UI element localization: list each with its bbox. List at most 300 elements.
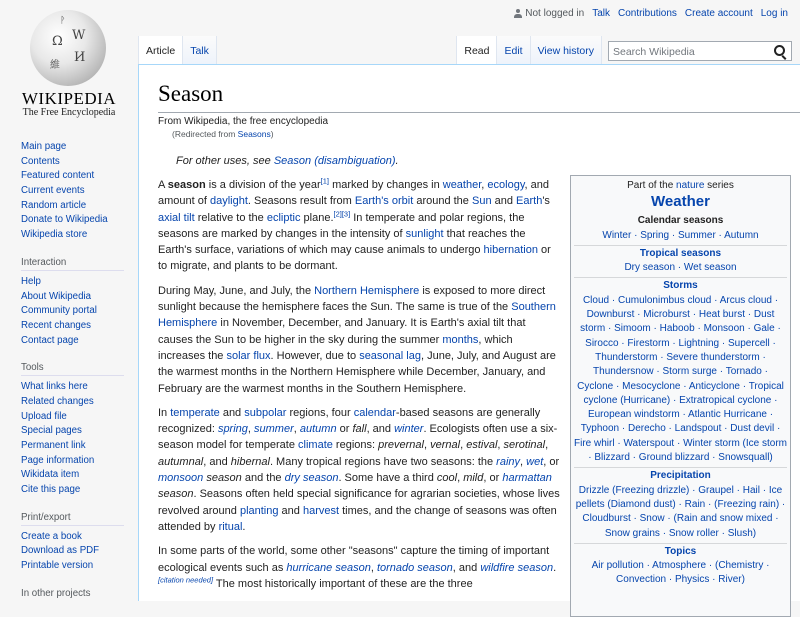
article-content [138,64,800,601]
sidebar-item-random-article[interactable]: Random article [21,199,87,211]
infobox-item[interactable]: Cyclone [577,380,614,392]
separator-dot: · [705,498,715,510]
separator-dot: · [665,423,675,435]
infobox-item[interactable]: Convection [616,574,667,586]
infobox-item[interactable]: Downburst [586,309,635,321]
text-run: , [457,472,464,485]
text-run: , June, July, and August are the warmest months in the Northern Hemisphere while December, January, and February are the warmest months in the Southern Hemisphere. [158,349,556,395]
infobox-item[interactable]: (Freezing rain) [714,498,780,510]
sidebar-item-related-changes[interactable]: Related changes [21,395,94,407]
sidebar-navigation [21,140,135,243]
article-link[interactable]: climate [298,439,333,452]
text-run: . Seasons often held special significance for agrarian societies, whose lives revolved around [158,488,560,517]
infobox-item[interactable]: Tornado [725,366,762,378]
infobox-item[interactable]: Firestorm [627,337,670,349]
separator-dot: · [763,560,770,572]
text-run: is a division of the year [205,179,321,191]
infobox-item[interactable]: (Chemistry [714,560,764,572]
user-icon [514,9,522,18]
infobox-item[interactable]: Winter [602,229,632,241]
infobox-item[interactable]: (Rain and snow mixed [673,513,773,525]
sidebar-projects [21,587,135,601]
separator-dot: · [766,409,774,421]
infobox-section [574,543,787,590]
infobox-section-heading[interactable]: Tropical seasons [639,247,722,259]
separator-dot: · [670,394,680,406]
text-run: mild [463,472,484,485]
sidebar-item-contact-page[interactable]: Contact page [21,334,79,346]
separator-dot: · [779,498,786,510]
infobox-item[interactable]: Drizzle (Freezing drizzle) [578,484,690,496]
infobox-item[interactable]: River) [718,574,745,586]
text-run: or [336,423,353,436]
text-run: -based seasons are generally recognized: [158,406,541,436]
article-link[interactable]: wildfire season [480,561,554,574]
sidebar-item-contents[interactable]: Contents [21,155,60,167]
sidebar-heading-projects: In other projects [21,587,91,599]
infobox-item[interactable]: Snowsquall) [718,452,773,464]
infobox-item[interactable]: Wet season [683,262,737,274]
separator-dot: · [643,560,653,572]
text-run: , [247,423,255,436]
infobox-section-heading[interactable]: Precipitation [650,470,711,482]
login-status [514,8,584,19]
sidebar-item-wikidata-item[interactable]: Wikidata item [21,469,80,481]
infobox-item[interactable]: Summer [677,229,716,241]
infobox-item[interactable]: Atmosphere [652,560,707,572]
text-run: fall [352,423,367,436]
article-link[interactable]: Northern Hemisphere [314,284,420,297]
sidebar-item-page-information[interactable]: Page information [21,454,95,466]
search-box[interactable] [608,41,792,61]
article-link[interactable]: harmattan [502,472,552,485]
infobox-item[interactable]: Autumn [724,229,759,241]
infobox-section-heading[interactable]: Storms [663,280,698,292]
text-run: , or [483,472,503,485]
article-link[interactable]: calendar [353,406,396,419]
infobox-item[interactable]: Landspout [674,423,722,435]
infobox-title[interactable]: Weather [651,193,710,211]
sidebar-item-cite-this-page[interactable]: Cite this page [21,484,81,496]
separator-dot: · [772,513,779,525]
create-account-link[interactable]: Create account [684,8,753,19]
separator-dot: · [634,309,644,321]
article-link[interactable]: subpolar [244,406,287,419]
citation-link[interactable]: [1] [320,176,330,186]
series-prefix: Part of the [627,180,677,191]
article-link[interactable]: spring [217,423,248,436]
tab-read[interactable]: Read [456,36,496,64]
infobox-item[interactable]: Gale [753,323,775,335]
text-run: times, and the change of seasons was often attended by [158,504,557,533]
article-link[interactable]: Sun [471,195,492,208]
separator-dot: · [609,294,618,306]
separator-dot: · [675,262,684,274]
article-link[interactable]: rainy [496,455,521,468]
weather-infobox [570,175,791,617]
infobox-item[interactable]: Slush) [727,527,757,539]
text-run: , and [203,455,231,468]
infobox-item[interactable]: Rain [684,498,706,510]
sidebar-item-donate-to-wikipedia[interactable]: Donate to Wikipedia [21,214,108,226]
separator-dot: · [689,309,699,321]
separator-dot: · [744,309,754,321]
text-run: . Some have a third [338,472,437,485]
text-run: . However, due to [270,349,360,362]
separator-dot: · [715,229,725,241]
separator-dot: · [761,366,768,378]
infobox-item[interactable]: Ice pellets (Diamond dust) [575,484,783,510]
log-in-link[interactable]: Log in [760,8,788,19]
separator-dot: · [669,229,678,241]
text-run: . Many tropical regions have two seasons: the [269,455,497,468]
sidebar-item-create-a-book[interactable]: Create a book [21,530,82,542]
article-link[interactable]: solar flux [226,349,271,362]
talk-link[interactable]: Talk [592,8,610,19]
separator-dot: · [664,513,674,525]
separator-dot: · [653,366,663,378]
separator-dot: · [630,513,640,525]
text-run: , or [543,455,560,468]
article-body [158,177,560,600]
superscript [158,575,213,584]
text-run: , [497,439,504,452]
infobox-item[interactable]: Extratropical cyclone [679,394,772,406]
article-link[interactable]: weather [442,179,482,191]
infobox-item[interactable]: Snow grains [604,527,660,539]
hatnote [176,155,399,167]
text-run: , [545,439,549,452]
text-run: estival [466,439,498,452]
infobox-section [574,213,787,245]
sidebar [0,140,135,605]
page-title: Season [158,81,224,106]
text-run: autumnal [158,455,204,468]
infobox-item[interactable]: Graupel [698,484,734,496]
infobox-item-list [574,484,787,541]
article-link[interactable]: hibernation [483,244,538,257]
infobox-item[interactable]: Storm surge [662,366,717,378]
sidebar-item-about-wikipedia[interactable]: About Wikipedia [21,290,92,302]
paragraph [158,405,560,535]
separator-dot: · [759,351,766,363]
sidebar-print [21,511,135,574]
separator-dot: · [631,229,641,241]
sidebar-item-main-page[interactable]: Main page [21,141,67,152]
sidebar-heading-print: Print/export [21,511,124,526]
article-link[interactable]: wet [526,455,544,468]
separator-dot: · [674,437,684,449]
article-link[interactable]: hurricane season [286,561,371,574]
citation-link[interactable]: [2][3] [333,208,351,218]
infobox-item[interactable]: Cloudburst [582,513,631,525]
separator-dot: · [613,380,623,392]
site-sub: From Wikipedia, the free encyclopedia [158,116,329,127]
contributions-link[interactable]: Contributions [618,8,677,19]
infobox-series-note [574,179,787,193]
separator-dot: · [744,323,754,335]
sidebar-heading-interaction: Interaction [21,256,124,271]
article-link[interactable]: seasonal lag [359,349,421,362]
text-run: , [520,455,527,468]
infobox-header [574,176,787,213]
text-run: season [203,472,242,485]
superscript [334,209,351,218]
logo-tagline: The Free Encyclopedia [22,107,116,118]
text-run: hibernal [230,455,270,468]
text-run: that reaches the Earth's surface, variations of which may cause animals to undergo [158,227,526,257]
logo-wordmark: WIKIPEDIA [21,89,117,108]
infobox-item[interactable]: Dust devil [730,423,775,435]
text-run: around the [413,195,472,208]
sidebar-tools [21,361,135,498]
infobox-item-list [574,559,787,588]
infobox-item[interactable]: Heat burst [698,309,745,321]
text-run: prevernal [378,439,424,452]
infobox-item[interactable]: Winter storm (Ice storm [683,437,788,449]
separator-dot: · [774,323,781,335]
separator-dot: · [709,452,719,464]
infobox-item[interactable]: Blizzard [594,452,630,464]
paragraph [158,543,560,592]
sidebar-item-download-as-pdf[interactable]: Download as PDF [21,545,100,557]
text-run: , and amount of [158,179,549,208]
infobox-item[interactable]: Microburst [643,309,690,321]
article-link[interactable]: planting [239,504,279,517]
text-run: In temperate and polar regions, the seasons are marked by changes in the intensity of [158,211,525,240]
infobox-item[interactable]: Haboob [659,323,695,335]
separator-dot: · [694,323,704,335]
separator-dot: · [679,409,689,421]
infobox-item[interactable]: Spring [640,229,670,241]
redirect-note [172,129,274,139]
text-run: , which increases the [158,333,513,362]
separator-dot: · [666,574,675,586]
article-link[interactable]: Earth's orbit [354,195,414,208]
superscript [321,176,329,185]
separator-dot: · [618,337,628,349]
infobox-item[interactable]: Severe thunderstorm [666,351,760,363]
disambiguation-link[interactable]: Season (disambiguation) [273,155,396,167]
text-run: season [158,488,194,501]
sidebar-item-upload-file[interactable]: Upload file [21,410,67,422]
text-run: vernal [430,439,461,452]
text-run: 's [542,195,550,208]
text-run: and [491,195,517,208]
separator-dot: · [716,366,726,378]
sidebar-item-help[interactable]: Help [21,275,41,287]
article-link[interactable]: months [442,333,479,346]
tab-edit[interactable]: Edit [496,36,529,64]
infobox-item[interactable]: Waterspout [623,437,675,449]
article-link[interactable]: autumn [299,423,337,436]
sidebar-item-recent-changes[interactable]: Recent changes [21,319,92,331]
text-run: A [158,179,168,191]
text-run: , [481,179,488,191]
infobox-item[interactable]: Snow [639,513,665,525]
infobox-item[interactable]: Anticyclone [688,380,740,392]
infobox-item[interactable]: Typhoon [580,423,620,435]
separator-dot: · [709,574,719,586]
separator-dot: · [769,337,776,349]
redirect-suffix: ) [270,129,274,139]
infobox-item[interactable]: Dry season [624,262,676,274]
infobox-item[interactable]: Derecho [627,423,666,435]
text-run: and [219,406,245,419]
text-run: In some parts of the world, some other "seasons" capture the timing of important ecological events such as [158,545,550,574]
infobox-item-list [574,229,787,243]
separator-dot: · [719,337,729,349]
text-run: , and [366,423,395,436]
infobox-item[interactable]: Thunderstorm [595,351,658,363]
separator-dot: · [669,337,679,349]
citation-link[interactable]: [citation needed] [158,575,214,585]
infobox-item[interactable]: Physics [674,574,710,586]
text-run: . Seasons result from [247,195,355,208]
separator-dot: · [588,452,595,464]
text-run: The most historically important of these are the three [213,577,473,590]
separator-dot: · [650,323,660,335]
text-run: . [242,520,246,533]
article-link[interactable]: winter [394,423,424,436]
sidebar-item-printable-version[interactable]: Printable version [21,560,94,572]
text-run: plane. [300,211,334,224]
article-link[interactable]: monsoon [158,472,204,485]
infobox-section [574,245,787,278]
sidebar-item-permanent-link[interactable]: Permanent link [21,440,86,451]
separator-dot: · [657,351,667,363]
redirect-link[interactable]: Seasons [237,129,271,139]
infobox-item[interactable]: Mesocyclone [622,380,681,392]
infobox-item[interactable]: Air pollution [591,560,644,572]
text-run: relative to the [194,211,267,224]
sidebar-heading-tools: Tools [21,361,124,376]
separator-dot: · [614,437,624,449]
infobox-section [574,467,787,542]
wikipedia-logo[interactable] [0,0,138,128]
article-link[interactable]: tornado season [376,561,453,574]
infobox-item[interactable]: Tropical cyclone (Hurricane) [583,380,784,406]
infobox-item[interactable]: Snow roller [668,527,719,539]
separator-dot: · [680,380,689,392]
text-run: regions, four [286,406,354,419]
infobox-item[interactable]: Sirocco [585,337,619,349]
text-run: marked by changes in [329,179,443,191]
separator-dot: · [771,294,779,306]
article-link[interactable]: temperate [170,406,220,419]
search-input[interactable] [609,44,767,60]
hatnote-suffix: . [395,155,399,167]
infobox-item[interactable]: Monsoon [703,323,745,335]
separator-dot: · [675,498,685,510]
separator-dot: · [733,484,743,496]
separator-dot: · [759,484,769,496]
infobox-section-heading: Calendar seasons [637,215,724,227]
text-run: regions: [332,439,379,452]
article-link[interactable]: ritual [218,520,243,533]
infobox-section [574,277,787,467]
sidebar-item-wikipedia-store[interactable]: Wikipedia store [21,229,88,241]
namespace-tabs [138,36,217,64]
infobox-item[interactable]: Fire whirl [574,437,615,449]
text-run: serotinal [503,439,546,452]
infobox-item[interactable]: Simoom [614,323,651,335]
sidebar-item-community-portal[interactable]: Community portal [21,305,97,317]
article-link[interactable]: harvest [302,504,340,517]
infobox-item[interactable]: Atlantic Hurricane [688,409,767,421]
sidebar-item-featured-content[interactable]: Featured content [21,170,95,182]
article-link[interactable]: axial tilt [158,211,195,224]
separator-dot: · [711,294,720,306]
text-run: . Ecologists often use a six-season model for temperate [158,423,558,452]
text-run: , [423,439,431,452]
tab-article[interactable]: Article [138,36,182,64]
sidebar-item-special-pages[interactable]: Special pages [21,425,82,437]
tab-view-history[interactable]: View history [530,36,602,64]
infobox-section-heading[interactable]: Topics [664,545,697,557]
search-icon[interactable] [774,45,785,56]
infobox-item[interactable]: Lightning [678,337,720,349]
infobox-item[interactable]: Arcus cloud [719,294,772,306]
text-run: During May, June, and July, the [158,284,315,297]
text-run: , and [452,561,481,574]
infobox-item[interactable]: European windstorm [587,409,680,421]
bold-term: season [167,179,206,191]
infobox-item-list [574,261,787,275]
article-link[interactable]: dry season [284,472,339,485]
text-run: in November, December, and January. It is Earth's axial tilt that causes the Sun to be higher in the sky during the summer [158,317,526,346]
login-status-text: Not logged in [525,8,585,19]
article-link[interactable]: ecology [487,179,525,191]
infobox-item[interactable]: Dust storm [580,309,775,335]
separator-dot: · [659,527,669,539]
separator-dot: · [721,423,731,435]
infobox-item[interactable]: Cumulonimbus cloud [617,294,712,306]
nature-link[interactable]: nature [676,180,705,191]
infobox-item[interactable]: Supercell [728,337,770,349]
title-divider [158,112,800,113]
separator-dot: · [771,394,778,406]
separator-dot: · [605,323,615,335]
text-run: or to migrate, and plants to be dormant. [158,244,551,273]
article-link[interactable]: summer [254,423,294,436]
text-run: , [293,423,300,436]
infobox-item[interactable]: Ground blizzard [638,452,710,464]
text-run: In [158,406,171,419]
separator-dot: · [629,452,639,464]
separator-dot: · [619,423,628,435]
infobox-item[interactable]: Cloud [582,294,610,306]
article-link[interactable]: Earth [516,195,543,208]
infobox-item[interactable]: Thundersnow [593,366,654,378]
article-link[interactable]: Southern Hemisphere [158,301,556,330]
article-link[interactable]: ecliptic [266,211,301,224]
text-run: is exposed to more direct sunlight because the hemisphere faces the Sun. The same is true of the [158,284,546,314]
sidebar-interaction [21,256,135,348]
series-suffix: series [704,180,734,191]
infobox-item[interactable]: Hail [742,484,760,496]
tab-talk[interactable]: Talk [182,36,217,64]
view-tabs [456,36,800,64]
infobox-item-list [574,294,787,466]
paragraph [158,283,560,397]
article-link[interactable]: sunlight [405,227,444,240]
separator-dot: · [739,380,749,392]
sidebar-item-current-events[interactable]: Current events [21,185,85,197]
article-link[interactable]: daylight [209,195,248,208]
sidebar-item-what-links-here[interactable]: What links here [21,381,88,393]
separator-dot: · [706,560,715,572]
